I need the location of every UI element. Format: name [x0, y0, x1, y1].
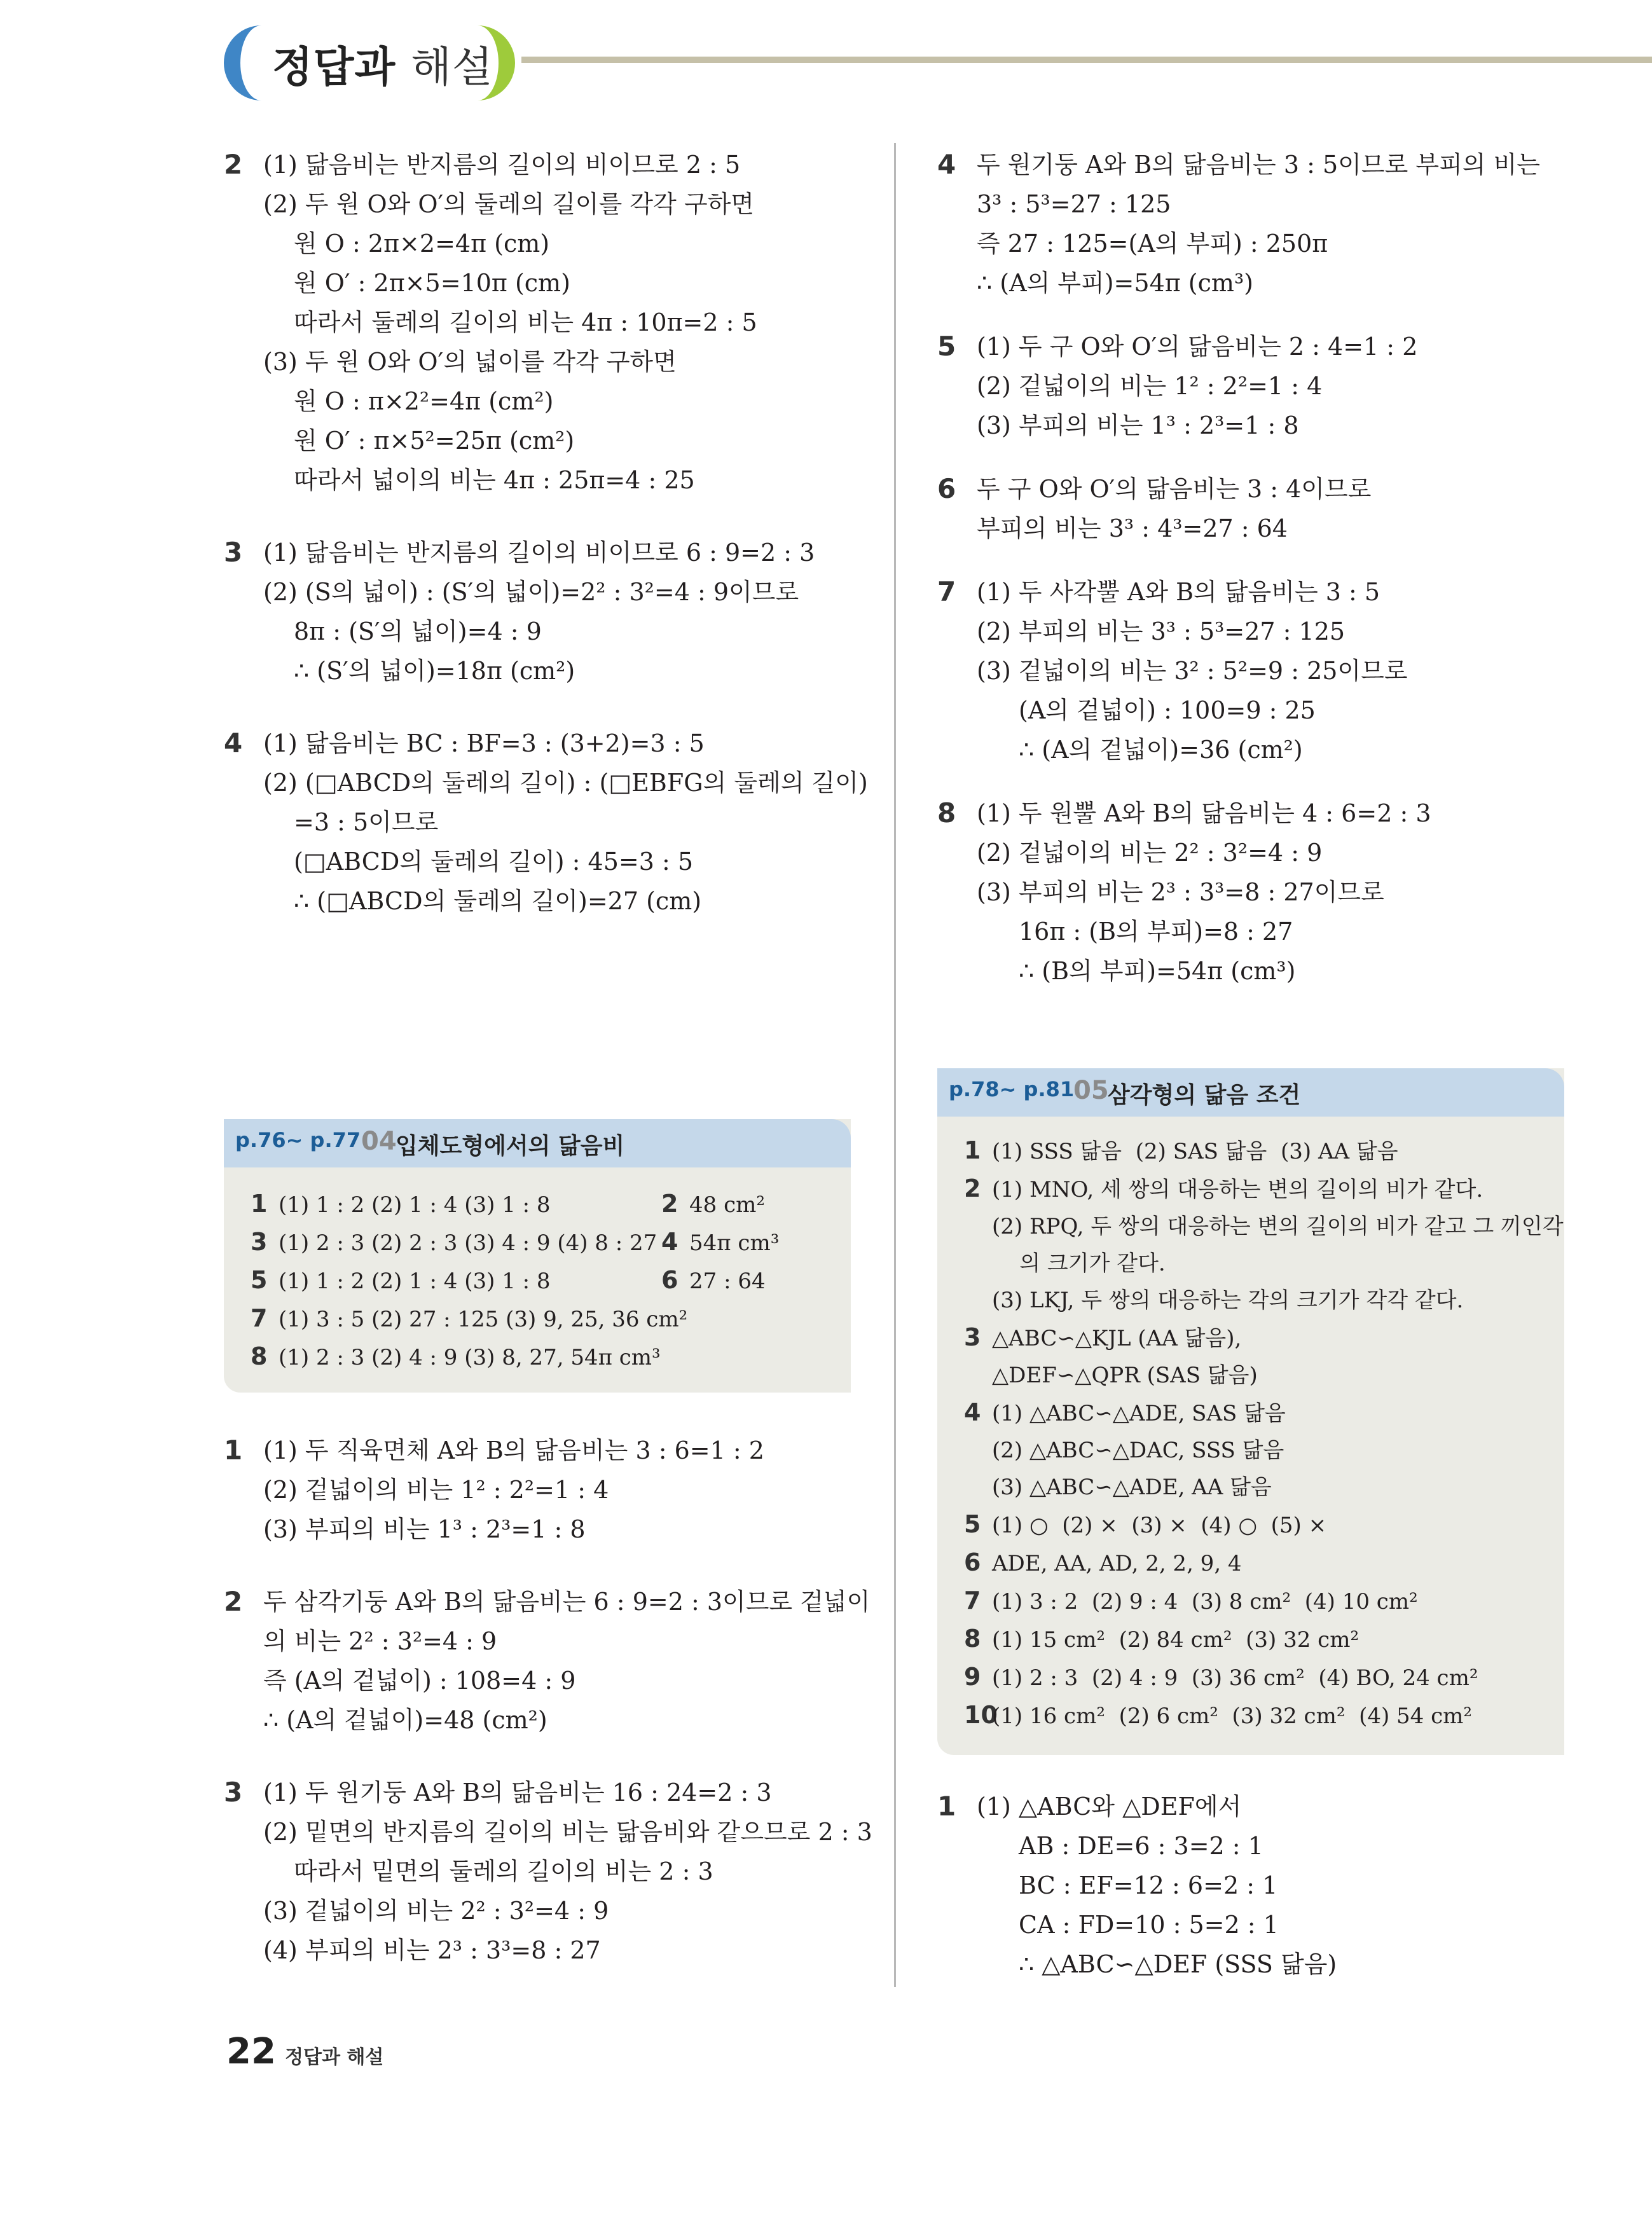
answer-text: (1) SSS 닮음 (2) SAS 닮음 (3) AA 닮음: [992, 1139, 1398, 1164]
answer-text: (2) △ABC∽△DAC, SSS 닮음: [992, 1438, 1284, 1463]
answer-text: (3) LKJ, 두 쌍의 대응하는 각의 크기가 각각 같다.: [992, 1288, 1464, 1313]
answer-text: (2) RPQ, 두 쌍의 대응하는 변의 길이의 비가 같고 그 끼인각: [992, 1214, 1564, 1239]
answer-text: △ABC∽△KJL (AA 닮음),: [992, 1326, 1242, 1351]
answer-number: 2: [964, 1174, 981, 1202]
problem-number: 4: [224, 727, 243, 759]
problem-block: [937, 794, 1567, 991]
problem-number: 8: [937, 797, 956, 829]
solution-line: (2) 겉넓이의 비는 2² : 3²=4 : 9: [977, 839, 1323, 867]
header-rule: [521, 57, 1652, 63]
column-divider: [894, 143, 896, 1987]
summary-box-header: [937, 1068, 1564, 1117]
solution-line: (3) 겉넓이의 비는 3² : 5²=9 : 25이므로: [977, 657, 1408, 685]
answer-row: [964, 1245, 1549, 1282]
solution-line: 따라서 둘레의 길이의 비는 4π : 10π=2 : 5: [294, 308, 757, 336]
problem-number: 1: [937, 1791, 956, 1822]
solution-line: (3) 부피의 비는 2³ : 3³=8 : 27이므로: [977, 878, 1384, 906]
problem-number: 4: [937, 149, 956, 180]
answer-row: [964, 1132, 1549, 1170]
problem-block: [224, 533, 853, 691]
answer-row: [964, 1282, 1549, 1319]
answer-number: 7: [251, 1304, 268, 1332]
page-header-title: [272, 33, 493, 93]
answer-text: (1) 16 cm² (2) 6 cm² (3) 32 cm² (4) 54 cm²: [992, 1703, 1473, 1729]
solution-line: (1) 닮음비는 반지름의 길이의 비이므로 2 : 5: [263, 151, 741, 179]
solution-line: (1) 두 직육면체 A와 B의 닮음비는 3 : 6=1 : 2: [263, 1436, 764, 1464]
answer-row: [964, 1544, 1549, 1582]
summary-box-header: [224, 1119, 851, 1167]
solution-line: 원 O′ : 2π×5=10π (cm): [294, 269, 570, 297]
answer-row: [964, 1170, 1549, 1208]
answer-number: 8: [251, 1342, 268, 1370]
answer-text: 54π cm³: [689, 1230, 780, 1256]
summary-box-body: [251, 1185, 836, 1376]
problem-number: 2: [224, 1586, 243, 1617]
solution-line: (2) 겉넓이의 비는 1² : 2²=1 : 4: [263, 1476, 609, 1504]
answer-row: [964, 1697, 1549, 1735]
solution-line: 두 구 O와 O′의 닮음비는 3 : 4이므로: [977, 475, 1372, 503]
section-title: 삼각형의 닮음 조건: [1108, 1082, 1301, 1108]
section-number: 05: [1073, 1076, 1109, 1105]
page-range-tag: p.76~ p.77: [235, 1128, 361, 1152]
solution-line: ∴ (A의 부피)=54π (cm³): [977, 269, 1253, 297]
solution-line: CA : FD=10 : 5=2 : 1: [1019, 1911, 1279, 1939]
solution-line: 즉 (A의 겉넓이) : 108=4 : 9: [263, 1667, 576, 1695]
solution-line: (1) 두 사각뿔 A와 B의 닮음비는 3 : 5: [977, 578, 1380, 606]
answer-number: 9: [964, 1663, 981, 1691]
answer-text: (1) 1 : 2 (2) 1 : 4 (3) 1 : 8: [279, 1269, 551, 1294]
footer-label: 정답과 해설: [285, 2046, 384, 2068]
problem-number: 2: [224, 149, 243, 180]
answer-number: 8: [964, 1625, 981, 1653]
solution-line: ∴ (B의 부피)=54π (cm³): [1019, 957, 1296, 985]
answer-number: 4: [964, 1398, 981, 1426]
problem-number: 6: [937, 473, 956, 504]
answer-text: △DEF∽△QPR (SAS 닮음): [992, 1363, 1258, 1388]
answer-text: (1) ○ (2) × (3) × (4) ○ (5) ×: [992, 1513, 1327, 1538]
solution-line: 의 비는 2² : 3²=4 : 9: [263, 1627, 497, 1655]
solution-line: (3) 부피의 비는 1³ : 2³=1 : 8: [977, 411, 1299, 439]
solution-line: ∴ △ABC∽△DEF (SSS 닮음): [1019, 1950, 1337, 1978]
solution-line: (A의 겉넓이) : 100=9 : 25: [1019, 696, 1316, 724]
solution-line: 부피의 비는 3³ : 4³=27 : 64: [977, 514, 1288, 542]
solution-line: (3) 겉넓이의 비는 2² : 3²=4 : 9: [263, 1897, 609, 1925]
right-column-top: [937, 145, 1567, 991]
answer-number: 10: [964, 1701, 998, 1729]
answer-number: 5: [251, 1266, 268, 1294]
summary-box-05: [937, 1068, 1564, 1755]
answer-text: ADE, AA, AD, 2, 2, 9, 4: [992, 1551, 1242, 1576]
answer-row: [964, 1582, 1549, 1620]
problem-block: [224, 1773, 872, 1970]
solution-line: (1) 닮음비는 BC : BF=3 : (3+2)=3 : 5: [263, 729, 705, 757]
answer-text: (1) 2 : 3 (2) 2 : 3 (3) 4 : 9 (4) 8 : 27: [279, 1230, 657, 1256]
answer-text: 48 cm²: [689, 1192, 765, 1218]
solution-line: (3) 두 원 O와 O′의 넓이를 각각 구하면: [263, 348, 677, 376]
left-column-bottom: [224, 1431, 872, 1970]
header-title-bold: 정답과: [272, 43, 396, 92]
problem-number: 3: [224, 1777, 243, 1808]
solution-line: ∴ (□ABCD의 둘레의 길이)=27 (cm): [294, 887, 702, 915]
solution-line: (2) 부피의 비는 3³ : 5³=27 : 125: [977, 617, 1346, 645]
solution-line: (1) 두 원뿔 A와 B의 닮음비는 4 : 6=2 : 3: [977, 799, 1431, 827]
answer-row: [251, 1338, 836, 1376]
problem-block: [224, 1431, 853, 1549]
answer-row: [964, 1432, 1549, 1469]
solution-line: (2) (S의 넓이) : (S′의 넓이)=2² : 3²=4 : 9이므로: [263, 578, 799, 606]
problem-block: [224, 1582, 871, 1740]
answer-number: 7: [964, 1586, 981, 1614]
right-column-bottom: [937, 1787, 1567, 1984]
answer-text: (1) 1 : 2 (2) 1 : 4 (3) 1 : 8: [279, 1192, 551, 1218]
solution-line: ∴ (A의 겉넓이)=36 (cm²): [1019, 736, 1303, 764]
solution-line: 따라서 밑면의 둘레의 길이의 비는 2 : 3: [294, 1857, 713, 1885]
header-right-bracket: [476, 25, 515, 100]
problem-number: 3: [224, 537, 243, 568]
summary-box-04: [224, 1119, 851, 1393]
page-number: 22: [226, 2031, 276, 2072]
left-column-top: [224, 145, 868, 921]
solution-line: 즉 27 : 125=(A의 부피) : 250π: [977, 230, 1328, 258]
problem-block: [937, 145, 1567, 303]
solution-line: (4) 부피의 비는 2³ : 3³=8 : 27: [263, 1936, 601, 1964]
solution-line: 3³ : 5³=27 : 125: [977, 190, 1171, 218]
solution-line: 두 삼각기둥 A와 B의 닮음비는 6 : 9=2 : 3이므로 겉넓이: [263, 1588, 871, 1616]
solution-line: (1) 닮음비는 반지름의 길이의 비이므로 6 : 9=2 : 3: [263, 539, 815, 567]
answer-row: [964, 1357, 1549, 1394]
answer-text: (1) 2 : 3 (2) 4 : 9 (3) 36 cm² (4) BO, 24 cm²: [992, 1665, 1478, 1691]
answer-row: [964, 1319, 1549, 1357]
answer-text: (1) 3 : 2 (2) 9 : 4 (3) 8 cm² (4) 10 cm²: [992, 1589, 1418, 1614]
solution-line: 두 원기둥 A와 B의 닮음비는 3 : 5이므로 부피의 비는: [977, 151, 1540, 179]
answer-row: [964, 1469, 1549, 1506]
summary-box-body: [964, 1132, 1564, 1735]
solution-line: (2) 밑면의 반지름의 길이의 비는 닮음비와 같으므로 2 : 3: [263, 1818, 872, 1846]
answer-row: [251, 1262, 836, 1300]
answer-row: [964, 1658, 1549, 1697]
answer-number: 3: [964, 1323, 981, 1351]
answer-row: [251, 1223, 836, 1262]
solution-line: =3 : 5이므로: [294, 808, 439, 836]
answer-row: [251, 1185, 836, 1223]
solution-line: 원 O : π×2²=4π (cm²): [294, 387, 554, 415]
answer-text: 의 크기가 같다.: [992, 1251, 1166, 1276]
problem-number: 5: [937, 331, 956, 362]
problem-block: [224, 145, 853, 500]
answer-number: 4: [661, 1228, 678, 1256]
solution-line: 원 O : 2π×2=4π (cm): [294, 230, 550, 258]
solution-line: AB : DE=6 : 3=2 : 1: [1019, 1832, 1263, 1860]
problem-block: [937, 1787, 1567, 1984]
answer-number: 5: [964, 1510, 981, 1538]
answer-text: (1) △ABC∽△ADE, SAS 닮음: [992, 1401, 1286, 1426]
answer-number: 1: [251, 1190, 268, 1218]
answer-row: [964, 1506, 1549, 1544]
problem-block: [937, 469, 1567, 548]
header-title-light: 해설: [411, 43, 493, 92]
solution-line: 16π : (B의 부피)=8 : 27: [1019, 918, 1293, 946]
problem-block: [937, 572, 1567, 769]
answer-number: 1: [964, 1136, 981, 1164]
answer-number: 6: [661, 1266, 678, 1294]
answer-number: 6: [964, 1548, 981, 1576]
answer-text: (3) △ABC∽△ADE, AA 닮음: [992, 1475, 1272, 1500]
solution-line: BC : EF=12 : 6=2 : 1: [1019, 1871, 1278, 1899]
answer-text: (1) 3 : 5 (2) 27 : 125 (3) 9, 25, 36 cm²: [279, 1307, 688, 1332]
answer-row: [251, 1300, 836, 1338]
solution-line: 8π : (S′의 넓이)=4 : 9: [294, 617, 542, 645]
problem-block: [224, 724, 868, 921]
solution-line: (□ABCD의 둘레의 길이) : 45=3 : 5: [294, 848, 694, 876]
solution-line: (2) 겉넓이의 비는 1² : 2²=1 : 4: [977, 372, 1323, 400]
page-range-tag: p.78~ p.81: [949, 1077, 1075, 1101]
answer-number: 2: [661, 1190, 678, 1218]
problem-block: [937, 327, 1567, 445]
solution-line: ∴ (S′의 넓이)=18π (cm²): [294, 657, 575, 685]
solution-line: (3) 부피의 비는 1³ : 2³=1 : 8: [263, 1515, 586, 1543]
solution-line: (1) △ABC와 △DEF에서: [977, 1793, 1242, 1820]
problem-number: 1: [224, 1435, 243, 1466]
answer-number: 3: [251, 1228, 268, 1256]
solution-line: (1) 두 원기둥 A와 B의 닮음비는 16 : 24=2 : 3: [263, 1779, 772, 1807]
answer-text: (1) MNO, 세 쌍의 대응하는 변의 길이의 비가 같다.: [992, 1177, 1483, 1202]
answer-row: [964, 1208, 1564, 1245]
section-number: 04: [361, 1127, 397, 1156]
answer-row: [964, 1620, 1549, 1658]
solution-line: (2) 두 원 O와 O′의 둘레의 길이를 각각 구하면: [263, 190, 755, 218]
section-title: 입체도형에서의 닮음비: [396, 1133, 625, 1159]
solution-line: 원 O′ : π×5²=25π (cm²): [294, 427, 575, 455]
answer-text: (1) 2 : 3 (2) 4 : 9 (3) 8, 27, 54π cm³: [279, 1345, 661, 1370]
solution-line: 따라서 넓이의 비는 4π : 25π=4 : 25: [294, 466, 695, 494]
answer-row: [964, 1394, 1549, 1432]
answer-text: 27 : 64: [689, 1269, 766, 1294]
solution-line: (2) (□ABCD의 둘레의 길이) : (□EBFG의 둘레의 길이): [263, 769, 868, 797]
problem-number: 7: [937, 576, 956, 607]
header-left-bracket: [224, 25, 263, 100]
solution-line: (1) 두 구 O와 O′의 닮음비는 2 : 4=1 : 2: [977, 333, 1418, 361]
answer-text: (1) 15 cm² (2) 84 cm² (3) 32 cm²: [992, 1627, 1359, 1653]
solution-line: ∴ (A의 겉넓이)=48 (cm²): [263, 1706, 547, 1734]
